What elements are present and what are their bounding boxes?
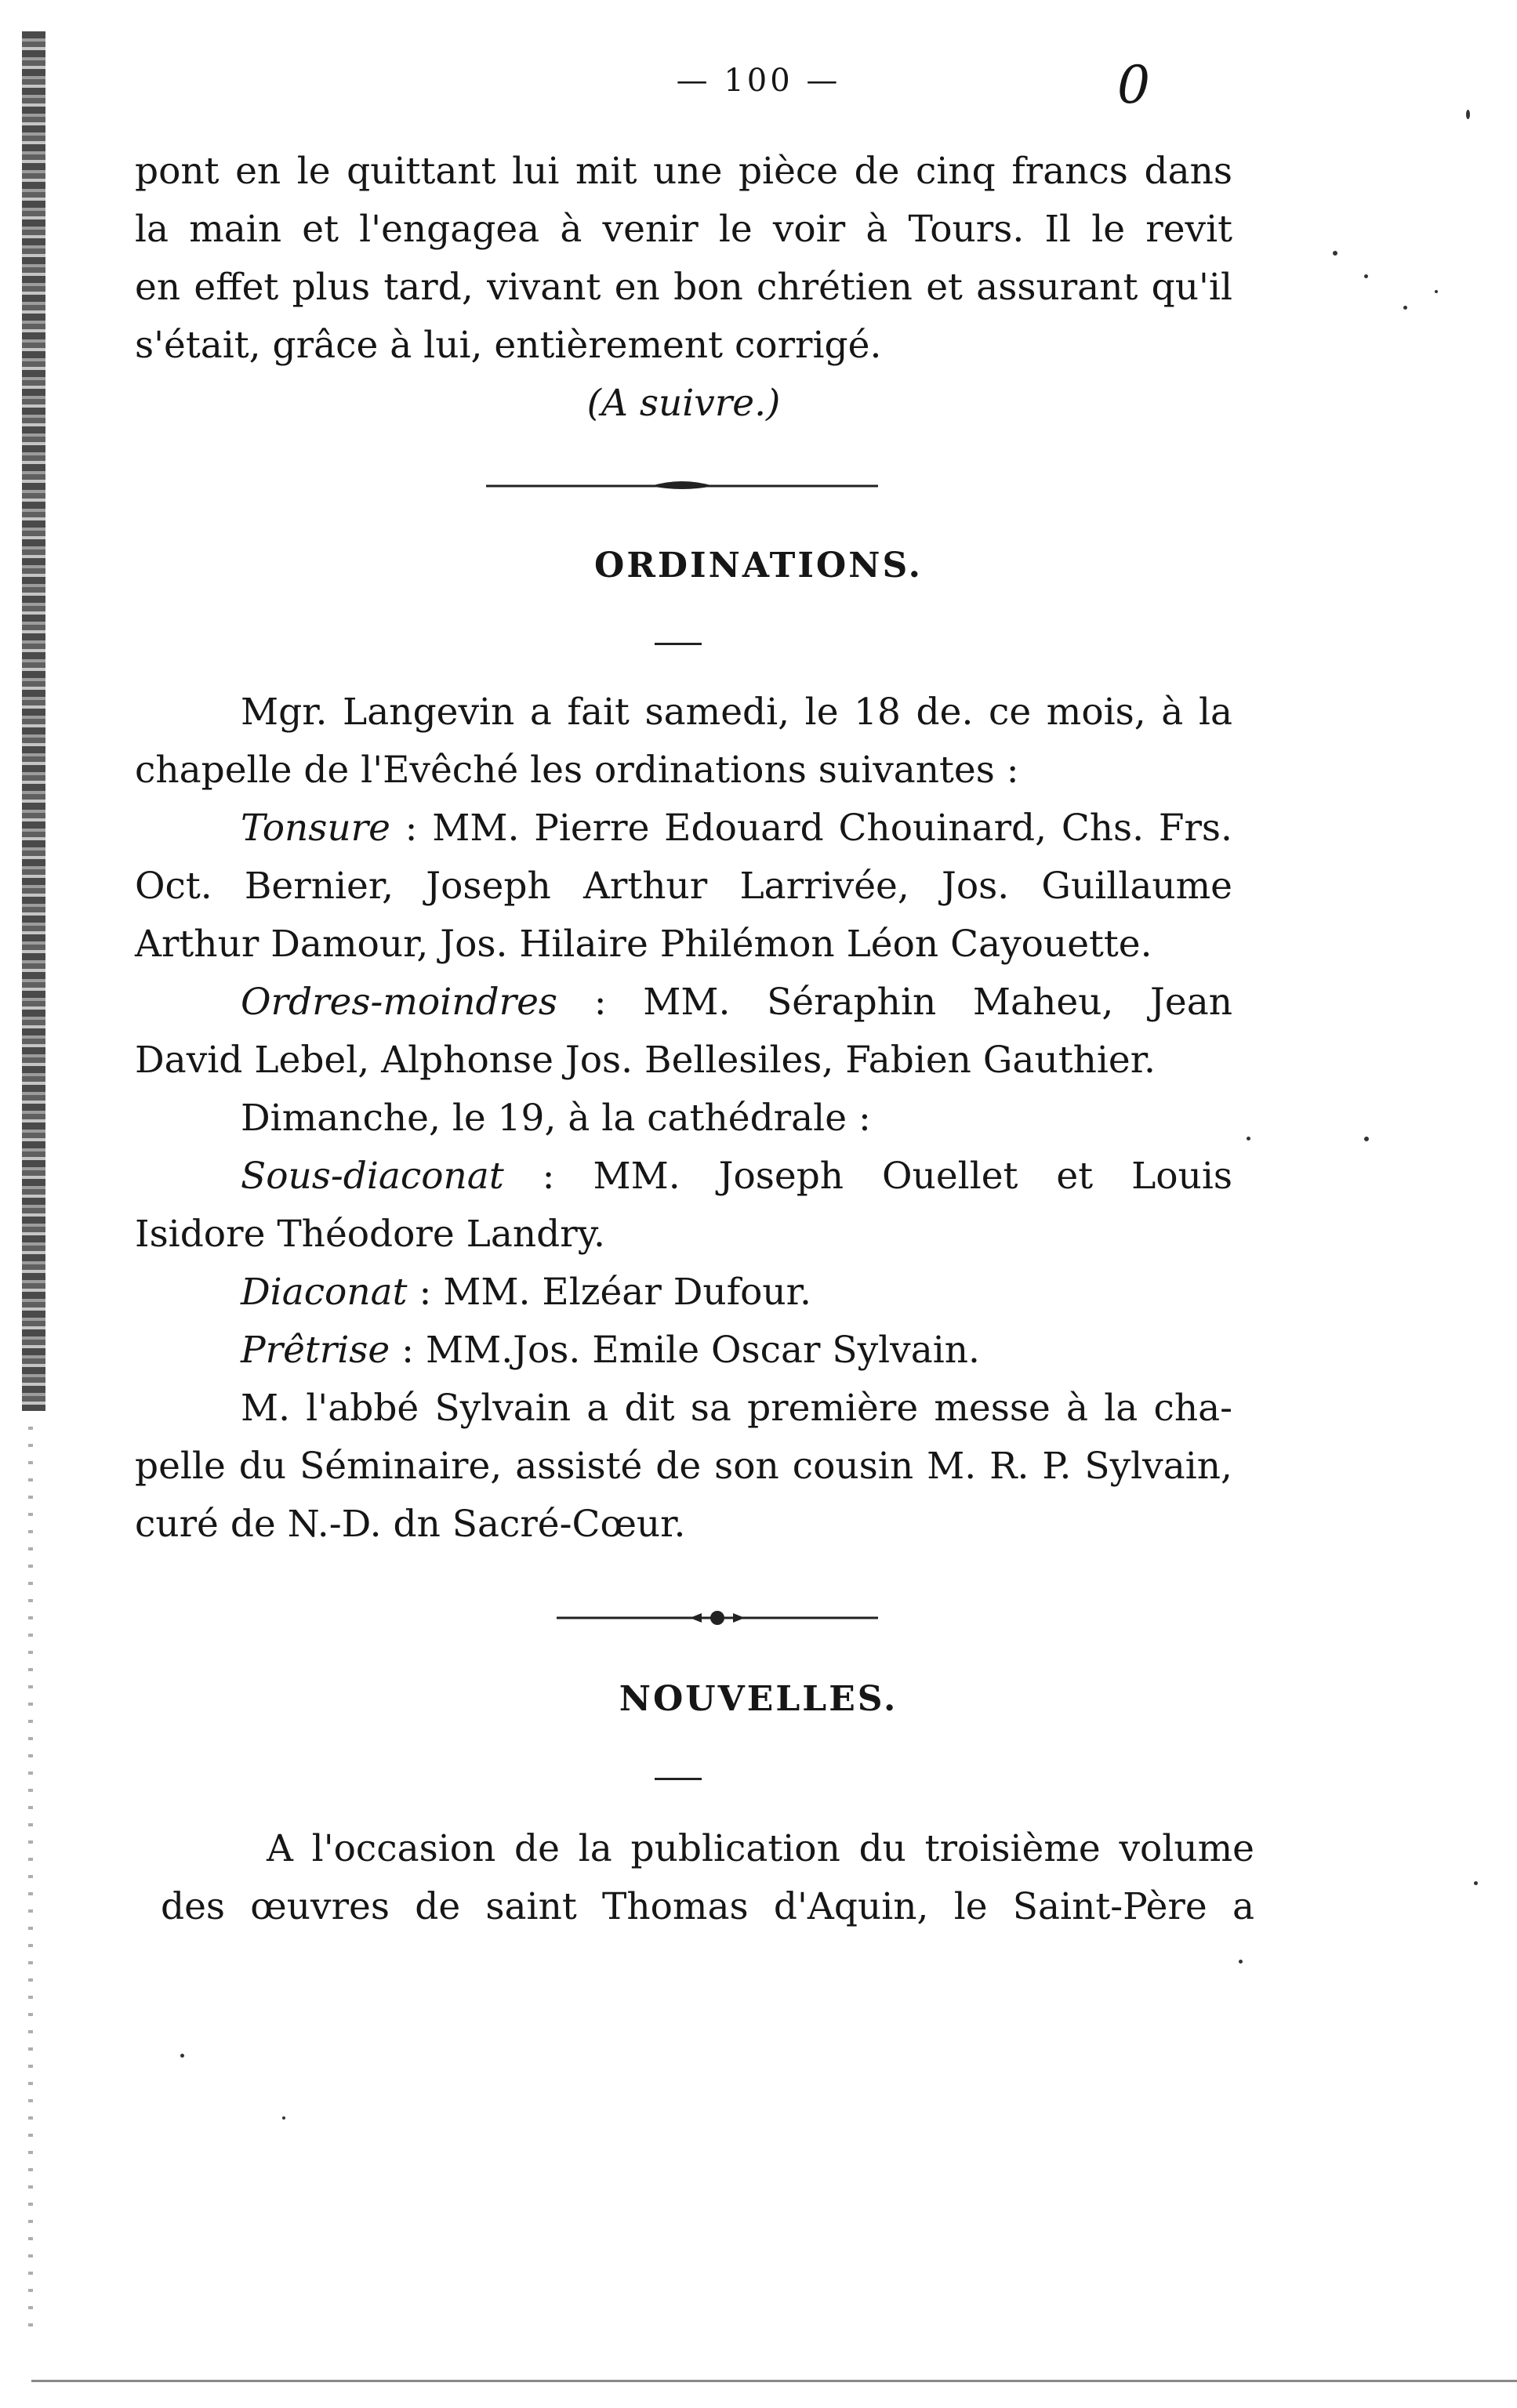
scan-speck [282,2116,285,2120]
tonsure-line: Tonsure : MM. Pierre Edouard Chouinard, Chs. Frs. [241,807,1232,850]
scan-speck [1333,251,1337,256]
scan-speck [1239,1960,1243,1964]
text-line: s'était, grâce à lui, entièrement corrigé. [135,324,882,367]
text-line: chapelle de l'Evêché les ordinations suivantes : [135,749,1019,792]
ordinations-body [135,684,1232,1554]
scan-speck [1466,110,1470,119]
ornamental-rule [549,1608,886,1627]
a-suivre: (A suivre.) [586,382,781,425]
text-line: David Lebel, Alphonse Jos. Bellesiles, Fabien Gauthier. [135,1039,1156,1082]
scan-speck [1474,1881,1478,1885]
scan-speck [1403,306,1407,310]
text-line: Oct. Bernier, Joseph Arthur Larrivée, Jos. Guillaume [135,865,1232,908]
short-rule [655,643,702,645]
text-line: des œuvres de saint Thomas d'Aquin, le Saint-Père a [161,1885,1254,1928]
page-number: — 100 — [676,63,841,99]
section-heading-nouvelles: NOUVELLES. [619,1679,898,1719]
page-bottom-edge [31,2380,1517,2382]
text-line: Arthur Damour, Jos. Hilaire Philémon Léon Cayouette. [135,923,1152,966]
text-line: curé de N.-D. dn Sacré-Cœur. [135,1503,686,1546]
text-line: pelle du Séminaire, assisté de son cousin M. R. P. Sylvain, [135,1445,1232,1488]
scan-speck [1364,274,1368,278]
handwritten-mark: 0 [1117,55,1150,115]
sous-diaconat-line: Sous-diaconat : MM. Joseph Ouellet et Louis [241,1155,1232,1198]
pretrise-label: Prêtrise [241,1329,390,1372]
text-line: en effet plus tard, vivant en bon chrétien et assurant qu'il [135,266,1232,309]
scan-speck [1435,290,1438,293]
pretrise-line: Prêtrise : MM.Jos. Emile Oscar Sylvain. [241,1329,980,1372]
short-rule [655,1778,702,1780]
text-line: Mgr. Langevin a fait samedi, le 18 de. ce mois, à la [241,691,1232,734]
text-line: A l'occasion de la publication du troisième volume [267,1827,1254,1870]
scan-speck [1247,1137,1250,1141]
ornamental-rule [470,477,894,495]
dimanche-line: Dimanche, le 19, à la cathédrale : [241,1097,871,1140]
ordres-label: Ordres-moindres [241,981,558,1024]
diaconat-line: Diaconat : MM. Elzéar Dufour. [241,1271,811,1314]
diaconat-label: Diaconat [241,1271,408,1314]
tonsure-label: Tonsure [241,807,390,850]
text-line: M. l'abbé Sylvain a dit sa première messe à la cha- [241,1387,1232,1430]
text-line: la main et l'engagea à venir le voir à Tours. Il le revit [135,208,1232,251]
scan-speck [1364,1137,1369,1141]
binding-edge [22,31,45,1411]
sous-diaconat-label: Sous-diaconat [241,1155,504,1198]
continuation-paragraph [135,143,1232,433]
binding-edge-lower [28,1427,33,2328]
section-heading-ordinations: ORDINATIONS. [594,546,923,586]
scan-speck [180,2054,184,2058]
text-line: Isidore Théodore Landry. [135,1213,605,1256]
ordres-line: Ordres-moindres : MM. Séraphin Maheu, Jean [241,981,1232,1024]
text-line: pont en le quittant lui mit une pièce de cinq francs dans [135,150,1232,193]
nouvelles-body [161,1820,1254,1936]
